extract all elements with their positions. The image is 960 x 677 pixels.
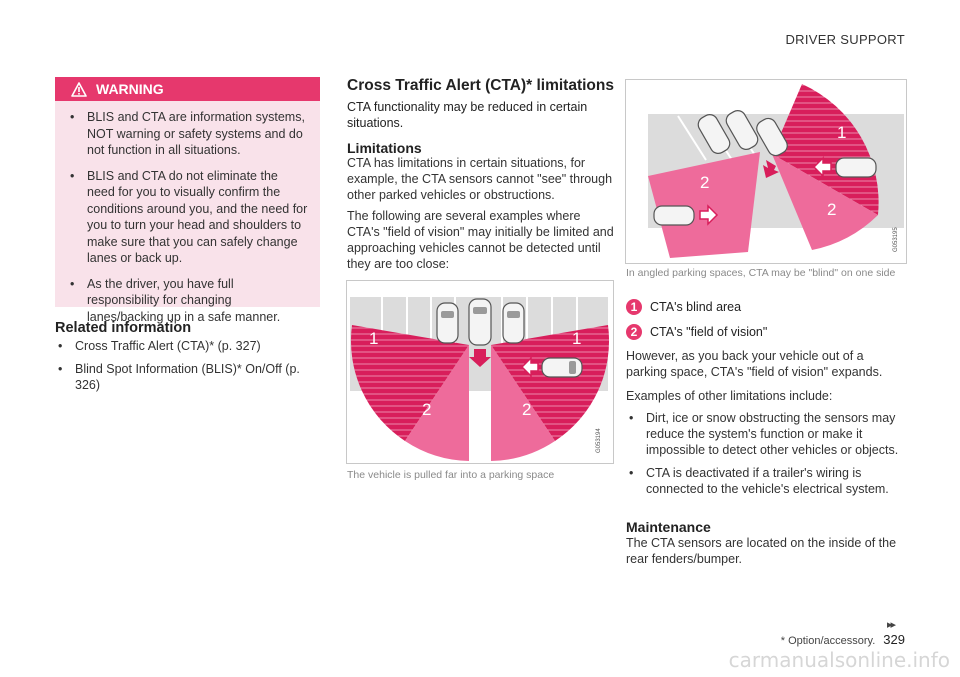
warning-header xyxy=(55,77,320,101)
zone-label-1-left: 1 xyxy=(369,329,379,348)
zone-label-1-right: 1 xyxy=(572,329,582,348)
watermark: carmanualsonline.info xyxy=(728,648,950,672)
cta-limitations-title: Cross Traffic Alert (CTA)* limitations xyxy=(347,77,614,94)
warning-item: • BLIS and CTA are information systems, NOT warning or safety systems and do not function in all situations. xyxy=(67,109,308,159)
angled-parking-illustration xyxy=(626,80,906,263)
maintenance-heading: Maintenance xyxy=(626,519,711,535)
related-link-cta[interactable]: • Cross Traffic Alert (CTA)* (p. 327) xyxy=(55,338,320,355)
legend-blind-area xyxy=(626,299,741,315)
related-info-list xyxy=(55,338,320,400)
page-number: 329 xyxy=(883,632,905,647)
zone-label-2-right: 2 xyxy=(522,400,532,419)
zone-label-2-left: 2 xyxy=(700,173,710,192)
maintenance-paragraph: The CTA sensors are located on the inside of the rear fenders/bumper. xyxy=(626,536,897,566)
limitations-paragraph-1: CTA has limitations in certain situations, for example, the CTA sensors cannot "see" through other parked vehicles or obstructions. xyxy=(347,156,613,202)
warning-box xyxy=(55,77,320,324)
figure-code: G053194 xyxy=(596,428,602,453)
legend-text-2: CTA's "field of vision" xyxy=(650,325,768,339)
example-item: • Dirt, ice or snow obstructing the sensors may reduce the system's function or make it impossible to detect other vehicles or objects. xyxy=(626,410,908,458)
figure-code: G053195 xyxy=(893,227,899,252)
however-paragraph: However, as you back your vehicle out of a parking space, CTA's "field of vision" expands. xyxy=(626,349,883,379)
warning-item: • BLIS and CTA do not eliminate the need for you to visually confirm the conditions around you, and the need for you to turn your head and shoulders to make sure that you can safely change lanes or back up. xyxy=(67,168,308,267)
zone-label-2-left: 2 xyxy=(422,400,432,419)
examples-intro: Examples of other limitations include: xyxy=(626,389,833,403)
warning-triangle-icon xyxy=(71,82,87,97)
example-item: • CTA is deactivated if a trailer's wiring is connected to the vehicle's electrical system. xyxy=(626,465,908,497)
related-info-title: Related information xyxy=(55,320,192,336)
examples-list xyxy=(626,410,908,504)
next-page-icon: ▸▸ xyxy=(887,619,895,631)
cta-intro: CTA functionality may be reduced in certain situations. xyxy=(347,100,588,130)
section-header: DRIVER SUPPORT xyxy=(785,32,905,47)
zone-label-2-right: 2 xyxy=(827,200,837,219)
figure-1-caption: The vehicle is pulled far into a parking space xyxy=(347,469,555,481)
page-footer xyxy=(781,632,905,647)
figure-2-caption: In angled parking spaces, CTA may be "blind" on one side xyxy=(626,267,896,279)
legend-text-1: CTA's blind area xyxy=(650,300,742,314)
legend-number-1: 1 xyxy=(626,299,642,315)
figure-deep-parking xyxy=(346,280,614,464)
legend-field-of-vision xyxy=(626,324,767,340)
warning-title: WARNING xyxy=(96,81,164,97)
figure-angled-parking xyxy=(625,79,907,264)
deep-parking-illustration xyxy=(347,281,613,463)
legend-number-2: 2 xyxy=(626,324,642,340)
footer-note: * Option/accessory. xyxy=(780,635,876,647)
zone-label-1: 1 xyxy=(837,123,847,142)
limitations-paragraph-2: The following are several examples where CTA's "field of vision" may initially be limited and approaching vehicles cannot be detected until they are too close: xyxy=(347,209,614,271)
warning-item: • As the driver, you have full responsibility for changing lanes/backing up in a safe manner. xyxy=(67,276,308,326)
limitations-heading: Limitations xyxy=(347,140,422,156)
warning-list xyxy=(55,101,320,325)
related-link-blis[interactable]: • Blind Spot Information (BLIS)* On/Off (p. 326) xyxy=(55,361,320,394)
